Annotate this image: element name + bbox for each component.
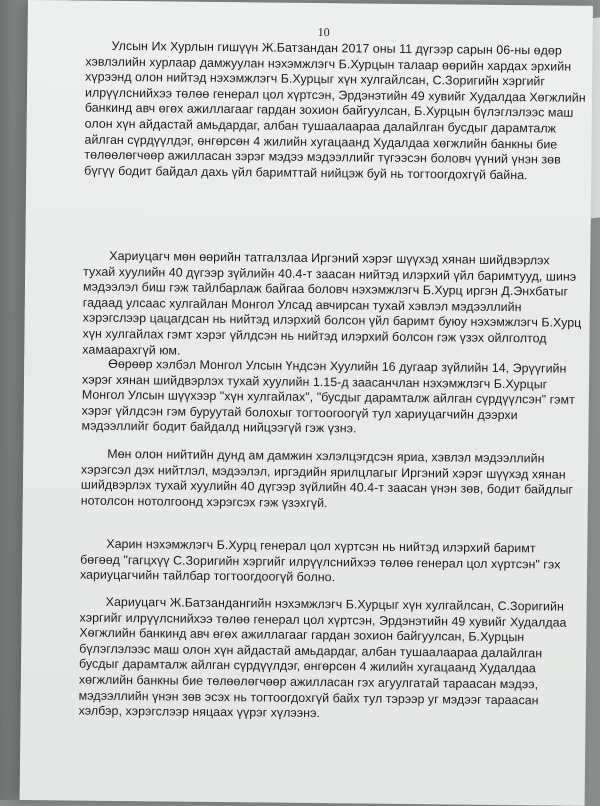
text-line: мэдээлэл биш гэж тайлбарлаж байгаа боловч нэхэмжлэгч Б.Хурц иргэн Д.Энхбатыг — [82, 279, 569, 299]
text-line: Хариуцагч мөн өөрийн татгалзлаа Иргэний хэрэг шүүхэд хянан шийдвэрлэх — [109, 248, 550, 268]
text-line: Монгол Улсын шүүхээр "хүн хулгайлах", "бусдыг дарамталж айлган сүрдүүлсэн" гэмт — [81, 387, 575, 407]
text-line: хэрэгсэл дэх нийтлэл, мэдээлэл, иргэдийн ярилцлагыг Иргэний хэрэг шүүхэд хянан — [81, 462, 566, 482]
paragraph-1 — [84, 38, 586, 184]
text-line: Улсын Их Хурлын гишүүн Ж.Батзандан 2017 оны 11 дүгээр сарын 06-ны өдөр — [111, 38, 562, 58]
paragraph-2 — [82, 248, 582, 363]
text-line: бүгүү бодит байдал дахь үйл баримттай нийцэж буй нь тогтоогдохгүй байна. — [84, 163, 528, 182]
paragraph-5 — [79, 536, 561, 589]
text-line: тухай хуулийн 40 дүгээр зүйлийн 40.4-т заасан нийтэд илэрхий үйл баримтууд, шинэ — [83, 264, 577, 284]
text-line: хэвлэлийн хурлаар дамжуулан нэхэмжлэгч Б.Хурцын талаар өөрийн хардах эрхийн — [85, 54, 572, 74]
text-line: хүрээнд олон нийтэд нэхэмжлэгч Б.Хурцыг хүн хулгайлсан, С.Зоригийн хэргийг — [85, 69, 546, 89]
text-line: Мөн олон нийтийн дунд ам дамжин хэлэлцэгдсэн яриа, хэвлэл мэдээллийн — [107, 446, 545, 466]
text-line: хамаарахгүй юм. — [82, 342, 181, 358]
page-number: 10 — [317, 25, 330, 40]
paragraph-4 — [80, 446, 574, 514]
text-line: хэрэг үйлдсэн гэм буруутай болохыг тогтоогоогүй тул хариуцагчийн дээрхи — [81, 403, 518, 422]
text-line: мэдээллийг бодит байдалд нийцээгүй гэж үзнэ. — [81, 418, 357, 436]
text-line: хэлбэр, хэрэгслээр няцаах үүрэг хүлээнэ. — [78, 703, 321, 721]
text-line: бүлэглэлээс маш олон хүн айдастай амьдардаг, албан тушаалаараа далайлган — [79, 641, 543, 661]
text-line: хүн хулгайлах гэмт хэрэг үйлдсэн нь нийтэд илэрхий болсон гэж үзэх ойлголтод — [82, 326, 547, 346]
text-line: бөгөөд "гагцхүү С.Зоригийн хэргийг илрүүлснийхээ төлөө генерал цол хүртсэн" гэх — [80, 552, 561, 572]
text-line: хариуцагчийн тайлбар тогтоогдоогүй болно. — [79, 567, 336, 585]
text-line: олон хүн айдастай амьдардаг, албан тушаалаараа далайлган бусдыг дарамталж — [84, 116, 557, 136]
text-line: мэдээллийн үнэн зөв эсэх нь тогтоогдохгүй байх тул тэрээр уг мэдээг тараасан — [78, 688, 539, 707]
paragraph-3 — [81, 356, 575, 440]
document-page — [20, 0, 593, 806]
text-line: бусдыг дарамталж айлган сүрдүүлдэг, өнгөрсөн 4 жилийн хугацаанд Худалдаа — [78, 656, 536, 676]
text-line: нотолсон нотолгоонд хэрэгсэх гэж үзэхгүй. — [80, 493, 328, 510]
text-line: илрүүлснийхээ төлөө генерал цол хүртсэн, Эрдэнэтийн 49 хувийг Худалдаа Хөгжлийн — [84, 85, 586, 105]
text-line: төлөөлөгчөөр ажилласан зэрэг мэдээ мэдээллийг түгээсэн боловч үүний үнэн зөв — [84, 147, 561, 167]
text-line: айлган сүрдүүлдэг, өнгөрсөн 4 жилийн хугацаанд Худалдаа хөгжлийн банкны бие — [84, 132, 558, 152]
paragraph-6 — [78, 594, 567, 725]
text-line: хөгжлийн банкны бие төлөөлөгчөөр ажилласан гэх агуулгатай тараасан мэдээ, — [78, 672, 539, 692]
text-line: Харин нэхэмжлэгч Б.Хурц генерал цол хүртсэн нь нийтэд илэрхий баримт — [106, 536, 536, 556]
text-line: Хөгжлийн банкинд авч өгөх ажиллагааг гардан зохион байгуулсан, Б.Хурцын — [79, 625, 525, 645]
text-line: гадаад улсаас хулгайлан Монгол Улсад авчирсан тухай хэвлэл мэдээллийн — [82, 295, 522, 314]
text-line: хэрэгслээр цацагдсан нь нийтэд илэрхий болсон үйл баримт буюу нэхэмжлэгч Б.Хурц — [82, 310, 582, 331]
text-line: хэргийг илрүүлснийхээ төлөө генерал цол хүртсэн, Эрдэнэтийн 49 хувийг Худалдаа — [79, 610, 567, 630]
text-line: шийдвэрлэх тухай хуулийн 40 дүгээр зүйлийн 40.4-т заасан үнэн зөв, бодит байдлыг — [80, 477, 574, 497]
text-line: Хариуцагч Ж.Батзандангийн нэхэмжлэгч Б.Хурцыг хүн хулгайлсан, С.Зоригийн — [105, 594, 564, 614]
text-line: хэрэг хянан шийдвэрлэх тухай хуулийн 1.15-д заасанчлан нэхэмжлэгч Б.Хурцыг — [81, 372, 548, 392]
text-line: банкинд авч өгөх ажиллагааг гардан зохион байгуулсан, Б.Хурцын бүлэглэлээс маш — [84, 100, 574, 121]
text-line: Өөрөөр хэлбэл Монгол Улсын Үндсэн Хуулийн 16 дугаар зүйлийн 14, Эрүүгийн — [108, 356, 567, 376]
